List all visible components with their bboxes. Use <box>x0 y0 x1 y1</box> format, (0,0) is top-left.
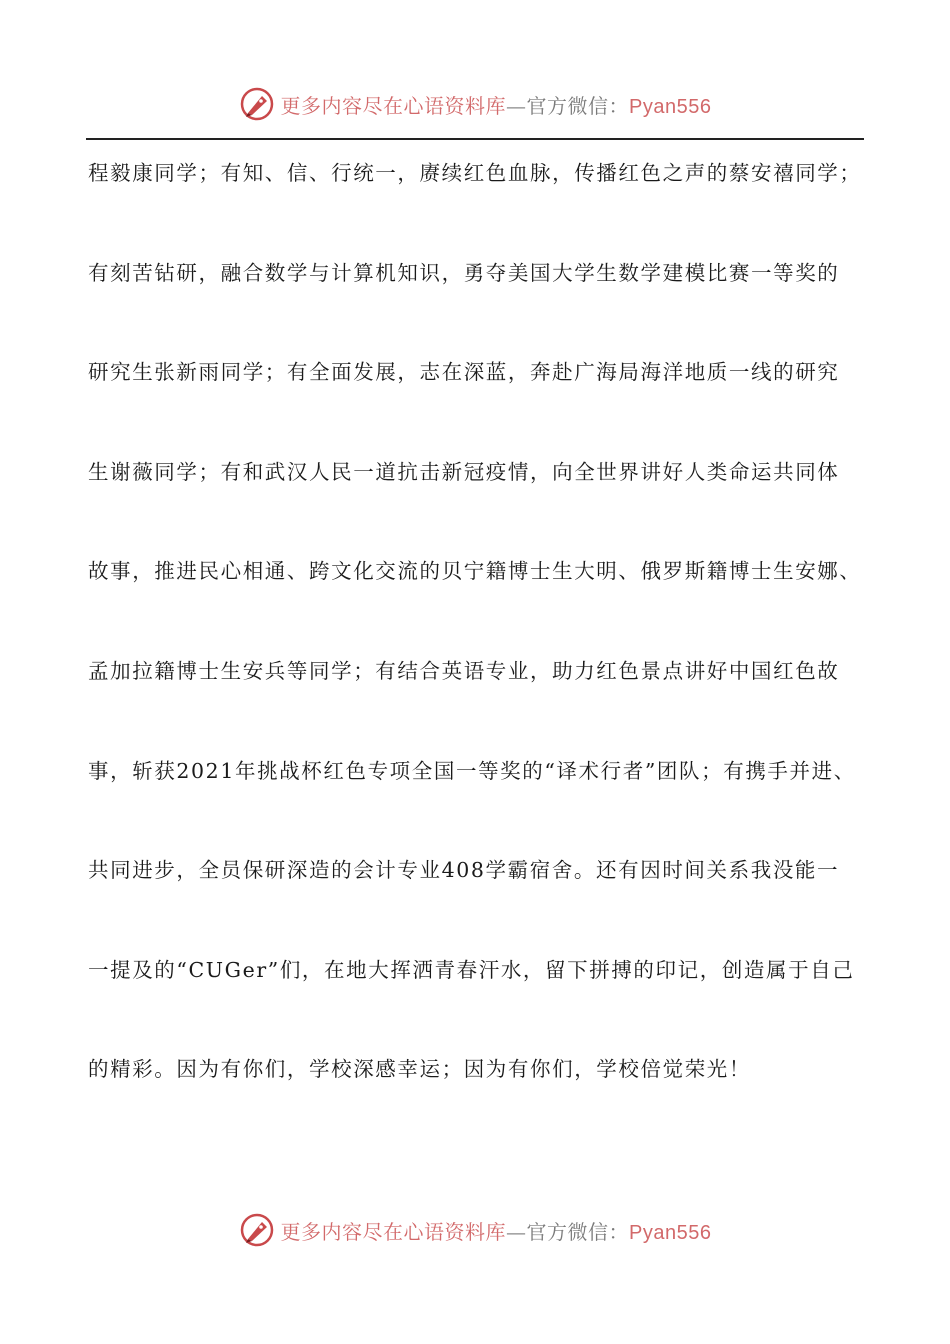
body-line: 孟加拉籍博士生安兵等同学；有结合英语专业，助力红色景点讲好中国红色故 <box>88 658 840 683</box>
footer-wechat-label: 官方微信： <box>526 1219 630 1244</box>
header-promo-text: 更多内容尽在心语资料库 <box>280 93 507 118</box>
header-wechat-label: 官方微信： <box>526 93 630 118</box>
body-line: 事，斩获2021年挑战杯红色专项全国一等奖的“译术行者”团队；有携手并进、 <box>88 758 856 783</box>
body-line: 共同进步，全员保研深造的会计专业408学霸宿舍。还有因时间关系我没能一 <box>88 858 840 883</box>
header-banner <box>0 82 950 126</box>
body-line: 程毅康同学；有知、信、行统一，赓续红色血脉，传播红色之声的蔡安禧同学； <box>88 161 862 185</box>
pen-nib-logo-icon <box>239 1212 275 1248</box>
body-line: 故事，推进民心相通、跨文化交流的贝宁籍博士生大明、俄罗斯籍博士生安娜、 <box>88 559 862 584</box>
footer-banner-text <box>281 1216 712 1245</box>
body-line: 生谢薇同学；有和武汉人民一道抗击新冠疫情，向全世界讲好人类命运共同体 <box>88 459 840 484</box>
footer-separator: — <box>506 1219 527 1244</box>
header-wechat-id: Pyan556 <box>629 95 712 118</box>
header-divider <box>86 138 864 140</box>
body-line: 一提及的“CUGer”们，在地大挥洒青春汗水，留下拼搏的印记，创造属于自己 <box>88 957 855 982</box>
header-banner-text <box>281 90 712 119</box>
body-line: 的精彩。因为有你们，学校深感幸运；因为有你们，学校倍觉荣光！ <box>88 1057 751 1082</box>
document-body <box>88 143 878 1139</box>
pen-nib-logo-icon <box>239 86 275 122</box>
header-separator: — <box>506 93 527 118</box>
footer-banner <box>0 1208 950 1252</box>
body-line: 有刻苦钻研，融合数学与计算机知识，勇夺美国大学生数学建模比赛一等奖的 <box>88 260 840 285</box>
body-line: 研究生张新雨同学；有全面发展，志在深蓝，奔赴广海局海洋地质一线的研究 <box>88 360 840 385</box>
footer-wechat-id: Pyan556 <box>629 1221 712 1244</box>
footer-promo-text: 更多内容尽在心语资料库 <box>280 1219 507 1244</box>
